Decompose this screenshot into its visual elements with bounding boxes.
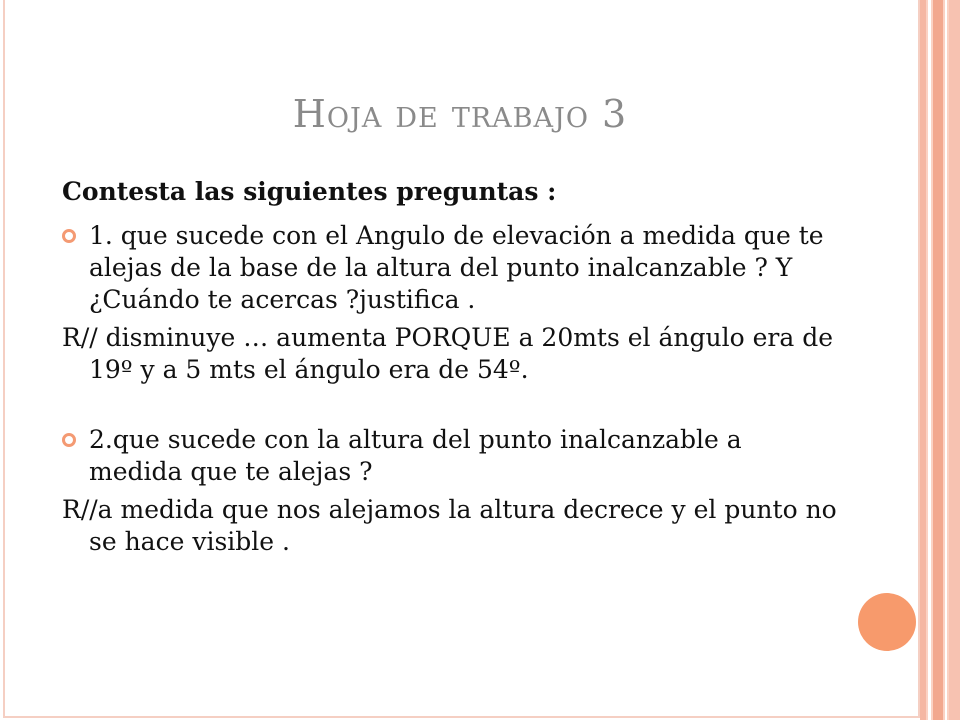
question-item — [62, 220, 842, 316]
side-stripe — [933, 0, 943, 720]
answer-text: R//a medida que nos alejamos la altura decrece y el punto no se hace visible . — [62, 495, 837, 556]
instructions-heading: Contesta las siguientes preguntas : — [62, 177, 557, 206]
side-stripe — [949, 0, 960, 720]
decorative-circle — [858, 593, 916, 651]
spacer — [62, 386, 842, 424]
question-text: 2.que sucede con la altura del punto inalcanzable a medida que te alejas ? — [89, 425, 742, 486]
question-item — [62, 424, 842, 488]
side-stripe — [945, 0, 947, 720]
circle-bullet-icon — [62, 229, 76, 243]
side-stripe — [920, 0, 926, 720]
circle-bullet-icon — [62, 433, 76, 447]
slide-body — [62, 176, 842, 558]
slide-title: Hoja de trabajo 3 — [292, 92, 628, 136]
answer-text: R// disminuye … aumenta PORQUE a 20mts el ángulo era de 19º y a 5 mts el ángulo era de 54º. — [62, 323, 833, 384]
question-text: 1. que sucede con el Angulo de elevación a medida que te alejas de la base de la altura del punto inalcanzable ? Y ¿Cuándo te acercas ?justifica . — [89, 221, 824, 314]
side-stripe — [928, 0, 931, 720]
